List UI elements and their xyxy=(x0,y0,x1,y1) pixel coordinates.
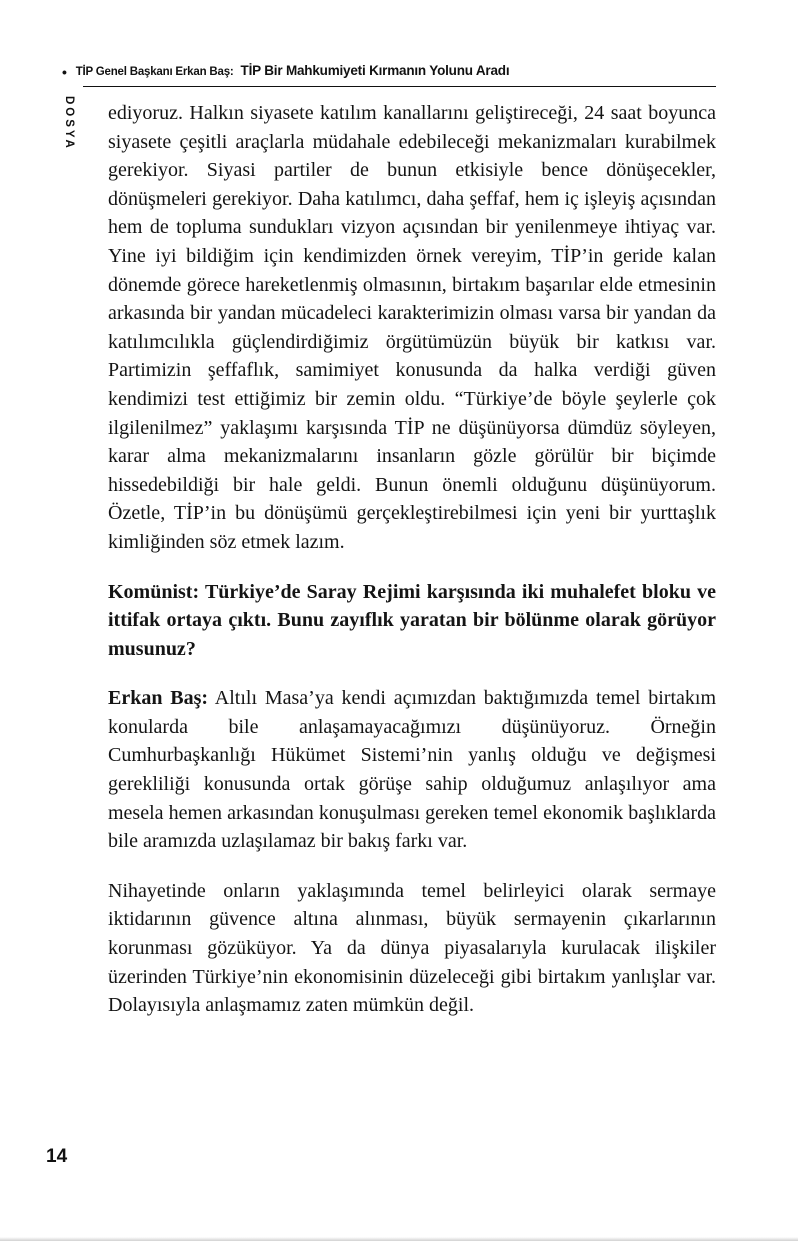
section-label-vertical: DOSYA xyxy=(63,96,75,151)
bullet-icon: • xyxy=(62,63,67,80)
paragraph-continuation: ediyoruz. Halkın siyasete katılım kanallarını geliştireceği, 24 saat boyunca siyasete çeşitli araçlarla müdahale edebileceği mekanizmaları kurabilmek gerekiyor. Siyasi partiler de bunun etkisiyle bence dönüşecekler, dönüşmeleri gerekiyor. Daha katılımcı, daha şeffaf, hem iç işleyiş açısından hem de topluma sundukları vizyon açısından bir yenilenmeye ihtiyaç var. Yine iyi bildiğim için kendimizden örnek vereyim, TİP’in geride kalan dönemde görece hareketlenmiş olmasının, birtakım başarılar elde etmesinin arkasında bir yandan mücadeleci karakterimizin olması varsa bir yandan da katılımcılıkla güçlendirdiğimiz örgütümüzün büyük bir katkısı var. Partimizin şeffaflık, samimiyet konusunda da halka verdiği güven kendimizi test ettiğimiz bir zemin oldu. “Türkiye’de böyle şeylerle çok ilgilenilmez” yaklaşımı karşısında TİP ne düşünüyorsa dümdüz söyleyen, karar alma mekanizmalarını insanların gözle görülür bir biçimde hissedebildiği bir hale geldi. Bunun önemli olduğunu düşünüyorum. Özetle, TİP’in bu dönüşümü gerçekleştirebilmesi için yeni bir yurttaşlık kimliğinden söz etmek lazım. xyxy=(108,102,716,553)
answer-text: Altılı Masa’ya kendi açımızdan baktığımızda temel birtakım konularda bile anlaşamayacağımızı düşünüyoruz. Örneğin Cumhurbaşkanlığı Hükümet Sistemi’nin yanlış olduğu ve değişmesi gerekliliği konusunda ortak görüşe sahip olduğumuz anlaşılıyor ama mesela hemen arkasından konuşulması gereken temel ekonomik başlıklarda bile aramızda uzlaşılamaz bir bakış farkı var. xyxy=(108,687,717,853)
interview-question: Komünist: Türkiye’de Saray Rejimi karşısında iki muhalefet bloku ve ittifak ortaya çıktı. Bunu zayıflık yaratan bir bölünme olarak görüyor musunuz? xyxy=(108,580,716,660)
header-article-title: TİP Bir Mahkumiyeti Kırmanın Yolunu Aradı xyxy=(240,63,510,78)
paragraph-closing: Nihayetinde onların yaklaşımında temel belirleyici olarak sermaye iktidarının güvence altına alınması, büyük sermayenin çıkarlarının korunması gözüküyor. Ya da dünya piyasalarıyla kurulacak ilişkiler üzerinden Türkiye’nin ekonomisinin düzeleceği gibi birtakım yanlışlar var. Dolayısıyla anlaşmamız zaten mümkün değil. xyxy=(108,879,716,1017)
article-body xyxy=(108,99,716,1041)
speaker-name: Erkan Baş: xyxy=(108,687,209,710)
interview-answer xyxy=(108,684,716,856)
header-rule xyxy=(83,86,716,87)
page-number: 14 xyxy=(46,1146,68,1167)
page-bottom-edge xyxy=(0,1237,798,1241)
running-header xyxy=(62,63,716,80)
header-kicker: TİP Genel Başkanı Erkan Baş: xyxy=(75,66,234,78)
